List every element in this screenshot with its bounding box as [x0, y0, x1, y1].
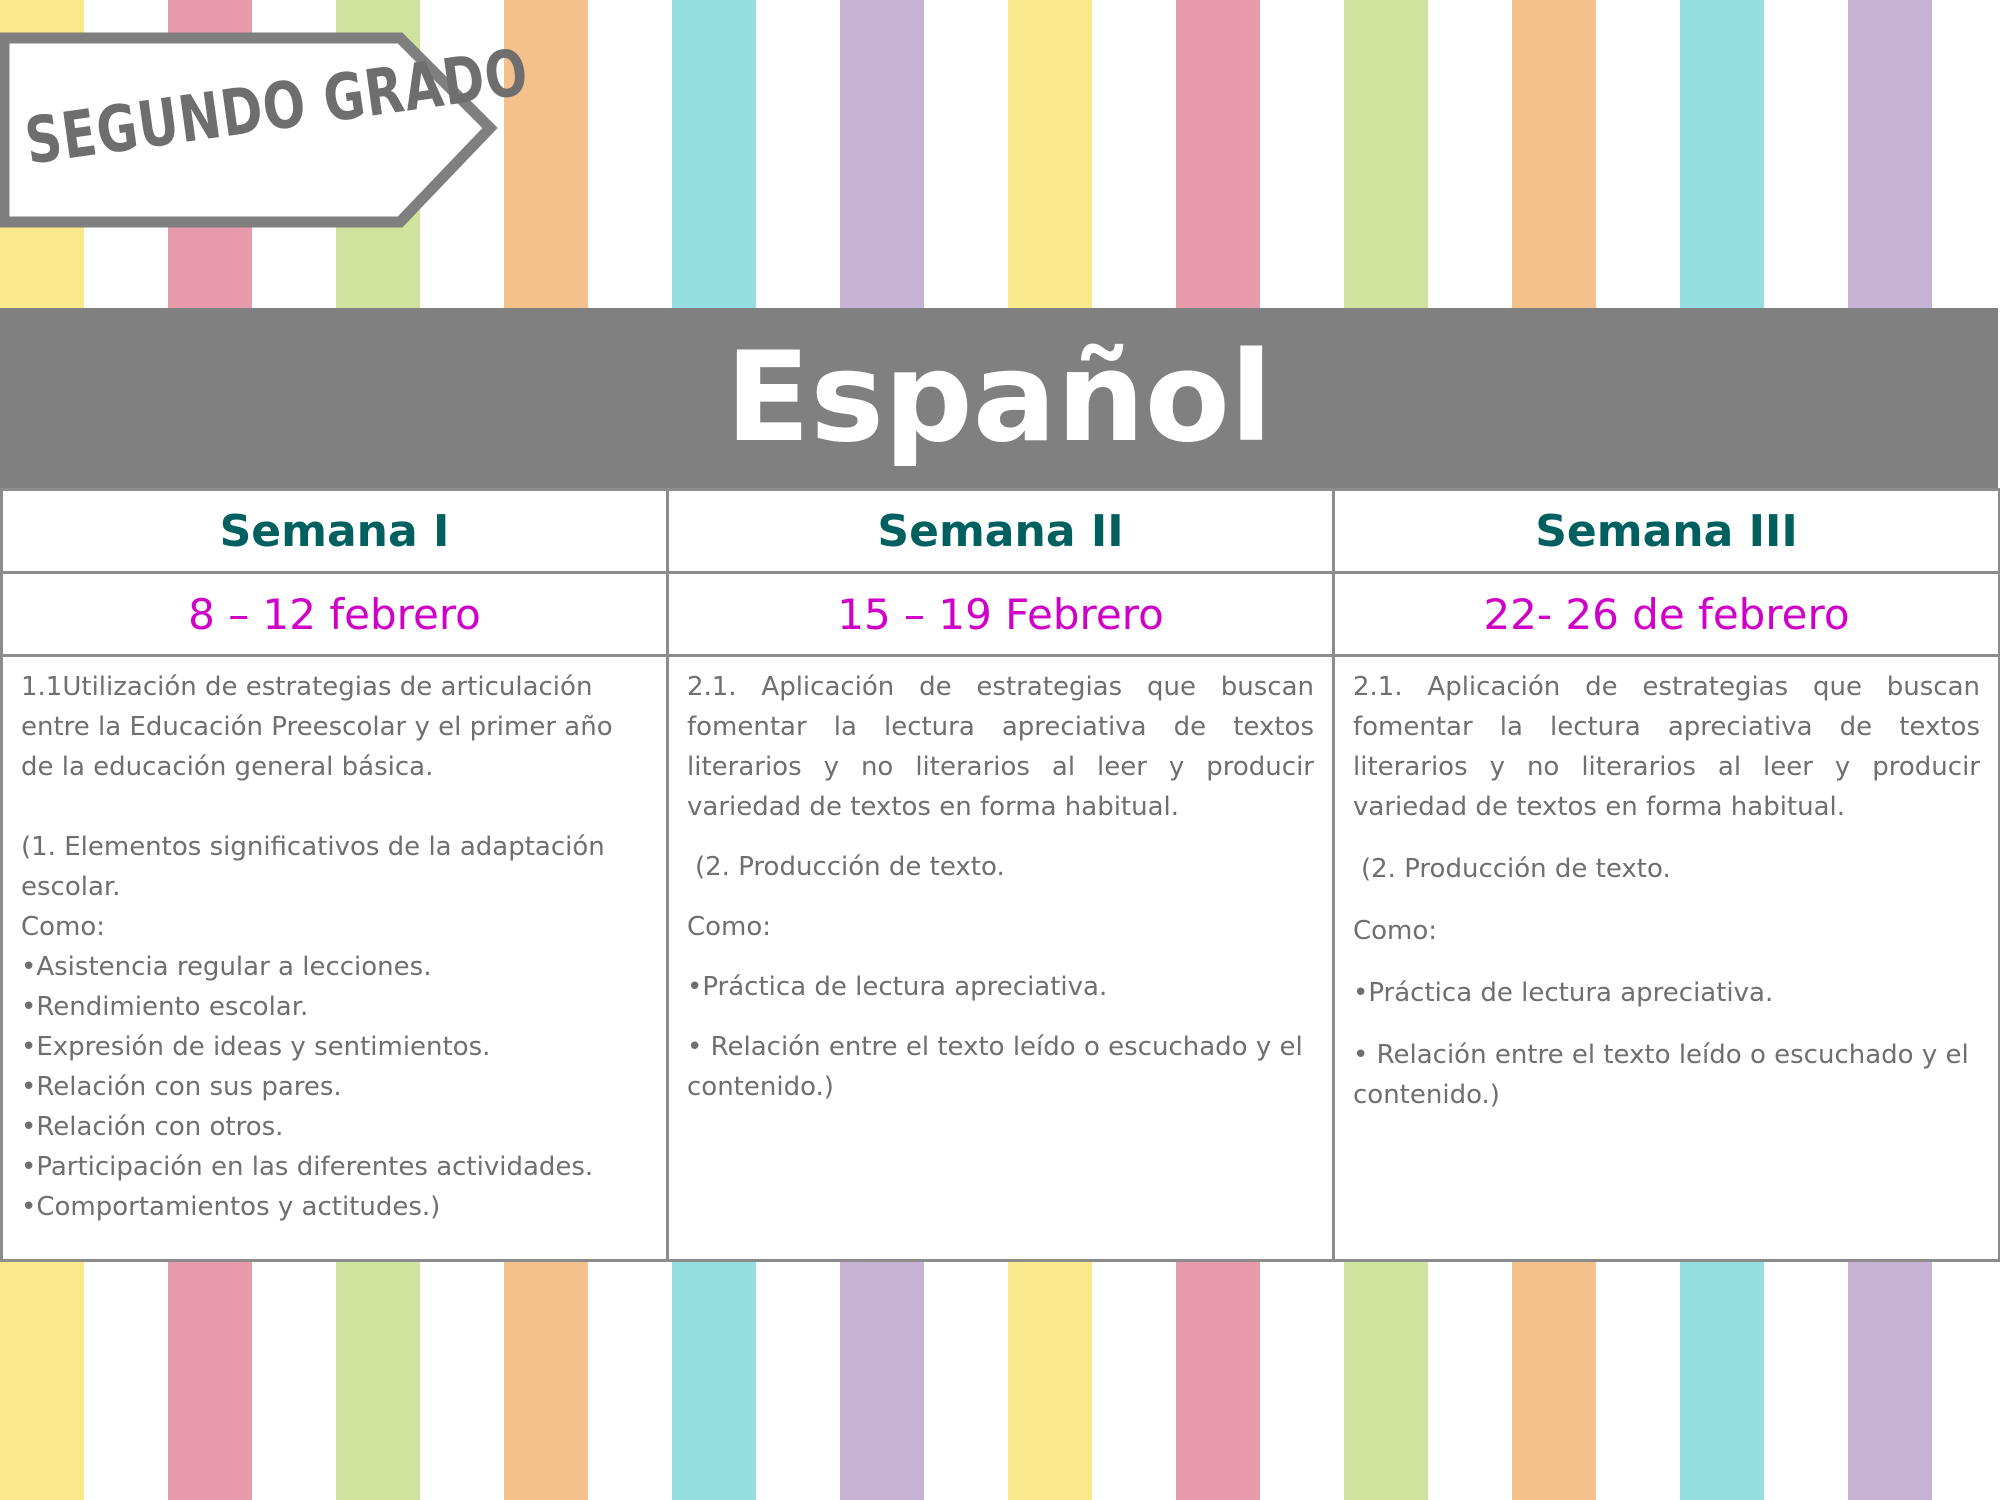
- bullet-item: •Relación con sus pares.: [21, 1072, 342, 1102]
- bullet-item: •Práctica de lectura apreciativa.: [687, 972, 1108, 1002]
- bullet-item: • Relación entre el texto leído o escuchado y el contenido.): [687, 1032, 1303, 1102]
- week-content: [1334, 656, 2000, 1261]
- content-row: [2, 656, 2000, 1261]
- content-topic: (2. Producción de texto.: [1361, 854, 1671, 884]
- content-como: Como:: [687, 912, 772, 942]
- date-row: [2, 573, 2000, 656]
- content-topic: (2. Producción de texto.: [695, 852, 1005, 882]
- week-heading: Semana III: [1334, 490, 2000, 573]
- content-intro: 2.1. Aplicación de estrategias que buscan fomentar la lectura apreciativa de textos literarios y no literarios al leer y producir variedad de textos en forma habitual.: [1353, 672, 1980, 822]
- week-heading: Semana I: [2, 490, 668, 573]
- bullet-item: •Expresión de ideas y sentimientos.: [21, 1032, 491, 1062]
- week-content: [668, 656, 1334, 1261]
- bullet-item: •Práctica de lectura apreciativa.: [1353, 978, 1774, 1008]
- content-intro: 2.1. Aplicación de estrategias que buscan fomentar la lectura apreciativa de textos literarios y no literarios al leer y producir variedad de textos en forma habitual.: [687, 672, 1314, 822]
- content-intro: 1.1Utilización de estrategias de articulación entre la Educación Preescolar y el primer año de la educación general básica.: [21, 672, 613, 782]
- bullet-item: •Comportamientos y actitudes.): [21, 1192, 441, 1222]
- grade-badge: [0, 26, 533, 236]
- bullet-item: • Relación entre el texto leído o escuchado y el contenido.): [1353, 1040, 1969, 1110]
- bullet-item: •Relación con otros.: [21, 1112, 284, 1142]
- bullet-item: •Asistencia regular a lecciones.: [21, 952, 432, 982]
- week-dates: 22- 26 de febrero: [1334, 573, 2000, 656]
- week-dates: 8 – 12 febrero: [2, 573, 668, 656]
- content-como: Como:: [1353, 916, 1438, 946]
- week-heading: Semana II: [668, 490, 1334, 573]
- week-dates: 15 – 19 Febrero: [668, 573, 1334, 656]
- weekly-plan-table: [0, 488, 2000, 1262]
- content-como: Como:: [21, 912, 106, 942]
- subject-title: Español: [0, 308, 1998, 488]
- bullet-item: •Rendimiento escolar.: [21, 992, 309, 1022]
- week-header-row: [2, 490, 2000, 573]
- bullet-item: •Participación en las diferentes actividades.: [21, 1152, 594, 1182]
- week-content: [2, 656, 668, 1261]
- lesson-plan-panel: [0, 308, 1998, 1262]
- grade-label: SEGUNDO GRADO: [20, 35, 533, 180]
- content-topic: (1. Elementos significativos de la adaptación escolar.: [21, 832, 605, 902]
